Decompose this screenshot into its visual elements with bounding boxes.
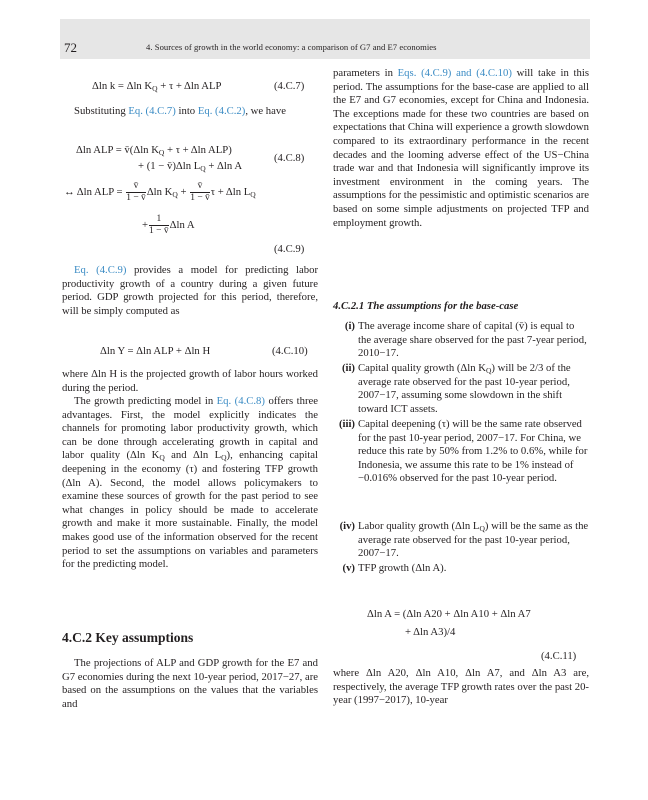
paragraph-projections: The projections of ALP and GDP growth for the E7 and G7 economies during the next 10-year period, 2017−27, are based on the assumptions on the values that the variables and <box>62 657 318 710</box>
subsection-heading: 4.C.2.1 The assumptions for the base-case <box>333 300 519 312</box>
eq-link-4c8[interactable]: Eq. (4.C.8) <box>216 395 265 407</box>
fraction-3: $\frac{1}{1 - v̄}$ <box>149 214 169 236</box>
eq-link-4c9-4c10[interactable]: Eqs. (4.C.9) and (4.C.10) <box>397 67 512 79</box>
fraction-1: $\frac{v̄}{1 - v̄}$ <box>126 181 146 203</box>
equation-4c7: Δln k = Δln $K_Q + \tau + \Delta\ln$ ALP <box>92 80 222 93</box>
paragraph-where-a: where Δln A20, Δln A10, Δln A7, and Δln A3 are, respectively, the average TFP growth rates over the past 20-year (1997−2017), 10-year <box>333 667 589 707</box>
paragraph-substituting: Substituting Eq. (4.C.7) into Eq. (4.C.2), we have <box>74 105 286 117</box>
equation-number-4c9: (4.C.9) <box>274 243 305 255</box>
equation-4c10: Δln Y = Δln ALP + Δln H <box>100 345 211 357</box>
eq-link-4c2[interactable]: Eq. (4.C.2) <box>197 105 246 117</box>
book-page: 72 4. Sources of growth in the world economy: a comparison of G7 and E7 economies Δln k = Δln $K_Q + \tau + \Delta\ln$ ALP (4.C.7) Substituting Eq. (4.C.7) into Eq. (4.C.2), we have Δln ALP = v̄(Δln $K_Q + \tau + \Delta\ln$ ALP) + (1 − v̄)Δln $L_Q + \Delta\ln$ A (4.C.8) ↔ Δln ALP = $\frac{v̄}{1 - v̄}$ Δln $K_Q$ + $\frac{v̄}{1 - v̄}$ τ + Δln $L_Q$ + $\frac{1}{1 - v̄}$ Δln A (4.C.9) Eq. (4.C.9) provides a model for predicting labor productivity growth of a country during a given future period. GDP growth projected for this period, therefore, will be simply computed as Δln Y = Δln ALP + Δln H (4.C.10) where Δln H is the projected growth of labor hours worked during the period. The growth predicting model in Eq. (4.C.8) offers three advantages. First, the model explicitly indicates the channels for promoting labor productivity growth, which can be done through accelerating growth in capital and labor quality (Δln $K_Q$ and Δln $L_Q$), enhancing capital deepening in the economy (τ) and fostering TFP growth (Δln A). Second, the model allows policymakers to examine these sources of growth for the past period to see what changes in policy should be made to accelerate growth and make it more sustainable. Finally, the model makes good use of the information observed for the recent period to set the assumptions on variables and parameters for the predicting model. 4.C.2 Key assumptions The projections of ALP and GDP growth for the E7 and G7 economies during the next 10-year period, 2017−27, are based on the assumptions on the values that the variables and parameters in Eqs. (4.C.9) and (4.C.10) will take in this period. The assumptions for the base-case are applied to all the E7 and G7 economies, except for China and Indonesia. The exceptions made for these two countries are based on expectations that China will experience a growth slowdown compared to its extraordinary performance in the recent decades and the looming adverse effect of the US−China trade war and that Indonesia will significantly improve its investment environment in the coming years. The assumptions for the pessimistic and optimistic scenarios are based on some simple adjustments on projected TFP and employment growth. 4.C.2.1 The assumptions for the base-case (i) The average income share of capital (v̄) is equal to the average share observed for the past 7-year period, 2010−17. (ii) Capital quality growth (Δln $K_Q$) will be 2/3 of the average rate observed for the past 10-year period, 2007−17, assuming some slowdown in the shift toward ICT assets. (iii) Capital deepening (τ) will be the same rate observed for the past 10-year period, 2007−17. For China, we reduce this rate by 50% from 1.2% to 0.6%, while for Indonesia, we assume this rate to be 1% instead of −0.016% observed for the past 10-year period. (iv) Labor quality growth (Δln $L_Q$) will be the same as the average rate observed for the past 10-year period, 2007−17. (v) TFP growth (Δln A). Δln A = (Δln A20 + Δln A10 + Δln A7 + Δln A3)/4 (4.C.11) where Δln A20, Δln A10, Δln A7, and Δln A3 are, respectively, the average TFP growth rates over the past 20-year (1997−2017), 10-year <box>0 0 648 800</box>
equation-4c9-line1: ↔ Δln ALP = $\frac{v̄}{1 - v̄}$ Δln $K_Q$ + $\frac{v̄}{1 - v̄}$ τ + Δln $L_Q$ <box>64 181 256 203</box>
section-heading: 4.C.2 Key assumptions <box>62 630 194 645</box>
equation-number-4c11: (4.C.11) <box>541 650 577 662</box>
equation-4c11-line2: + Δln A3)/4 <box>405 626 456 638</box>
fraction-2: $\frac{v̄}{1 - v̄}$ <box>190 181 210 203</box>
paragraph-parameters: parameters in Eqs. (4.C.9) and (4.C.10) will take in this period. The assumptions for the base-case are applied to all the E7 and G7 economies, except for China and Indonesia. The exceptions made for these two countries are based on expectations that China will experience a growth slowdown compared to its extraordinary performance in the recent decades and the looming adverse effect of the US−China trade war and that Indonesia will significantly improve its investment environment in the coming years. The assumptions for the pessimistic and optimistic scenarios are based on some simple adjustments on projected TFP and employment growth. <box>333 67 589 229</box>
equation-4c9-line2: + $\frac{1}{1 - v̄}$ Δln A <box>142 214 195 236</box>
paragraph-growth-model: The growth predicting model in Eq. (4.C.8) offers three advantages. First, the model explicitly indicates the channels for promoting labor productivity growth, which can be done through accelerating growth in capital and labor quality (Δln $K_Q$ and Δln $L_Q$), enhancing capital deepening in the economy (τ) and fostering TFP growth (Δln A). Second, the model allows policymakers to examine these sources of growth for the past period to see what changes in policy should be made to accelerate growth and make it more sustainable. Finally, the model makes good use of the information observed for the recent period to set the assumptions on variables and parameters for the predicting model. <box>62 395 319 571</box>
page-number: 72 <box>64 40 77 55</box>
equation-number-4c10: (4.C.10) <box>272 345 308 357</box>
running-head: 4. Sources of growth in the world economy: a comparison of G7 and E7 economies <box>146 42 437 52</box>
eq-link-4c7[interactable]: Eq. (4.C.7) <box>128 105 176 117</box>
paragraph-model: Eq. (4.C.9) provides a model for predicting labor productivity growth of a country during a given future period. GDP growth projected for this period, therefore, will be simply computed as <box>62 264 318 317</box>
header-band <box>60 19 590 59</box>
equation-4c8-line1: Δln ALP = v̄(Δln $K_Q + \tau + \Delta\ln$ ALP) <box>76 144 232 157</box>
paragraph-where-h: where Δln H is the projected growth of labor hours worked during the period. <box>62 368 318 394</box>
equation-4c11-line1: Δln A = (Δln A20 + Δln A10 + Δln A7 <box>367 608 531 620</box>
equation-4c8-line2: + (1 − v̄)Δln $L_Q + \Delta\ln$ A <box>138 160 243 173</box>
eq-link-4c9[interactable]: Eq. (4.C.9) <box>74 264 127 276</box>
equation-number-4c8: (4.C.8) <box>274 152 305 164</box>
equation-number-4c7: (4.C.7) <box>274 80 305 92</box>
